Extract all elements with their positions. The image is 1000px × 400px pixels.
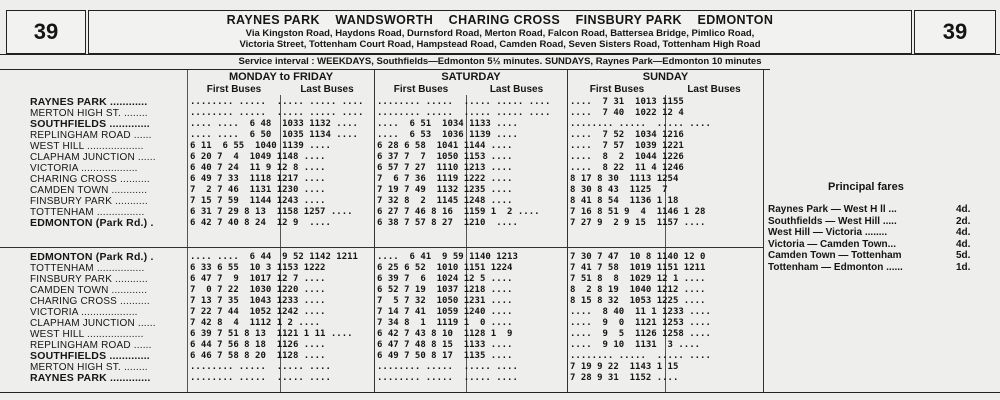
fare-price: 5d. — [956, 250, 971, 261]
fare-route: Southfields — West Hill ..... — [768, 215, 897, 227]
interval-divider — [0, 69, 770, 70]
route-via-line-1: Via Kingston Road, Haydons Road, Durnsford Road, Merton Road, Falcon Road, Battersea Bridge, Pimlico Road, — [245, 28, 755, 39]
time-row: 6 47 7 9 1017 12 7 .... — [190, 274, 326, 284]
stop-name: FINSBURY PARK ........... — [30, 196, 148, 207]
time-row: 7 30 7 47 10 8 1140 12 0 — [570, 252, 706, 262]
stop-name: WEST HILL ................... — [30, 141, 144, 152]
fare-route: West Hill — Victoria ........ — [768, 227, 888, 238]
time-row: ........ ..... ..... .... — [570, 351, 711, 361]
time-row: 7 22 7 44 1052 1242 .... — [190, 307, 326, 317]
time-row: ........ ..... ..... ..... .... — [377, 97, 551, 107]
monfri-last-heading: Last Buses — [300, 84, 354, 95]
time-row: ........ ..... ..... .... — [570, 119, 711, 129]
time-row: ........ ..... ..... ..... .... — [377, 108, 551, 118]
time-row: ........ ..... ..... ..... .... — [190, 108, 364, 118]
time-row: .... 7 40 1022 12 4 — [570, 108, 684, 118]
time-row: .... 7 52 1034 1216 — [570, 130, 684, 140]
stop-name: REPLINGHAM ROAD ...... — [30, 340, 152, 351]
fare-price: 4d. — [956, 238, 971, 250]
stop-name: CHARING CROSS .......... — [30, 296, 150, 307]
fare-route: Victoria — Camden Town... — [768, 238, 896, 250]
stop-name: MERTON HIGH ST. ........ — [30, 108, 148, 119]
time-row: .... 6 41 9 59 1140 1213 — [377, 252, 518, 262]
monfri-heading: MONDAY to FRIDAY — [228, 71, 334, 83]
time-row: ........ ..... ..... .... — [190, 362, 331, 372]
stop-name: TOTTENHAM ................ — [30, 263, 145, 274]
time-row: 8 15 8 32 1053 1225 .... — [570, 296, 706, 306]
time-row: 6 11 6 55 1040 1139 .... — [190, 141, 331, 151]
stop-name: CHARING CROSS .......... — [30, 174, 150, 185]
fares-title: Principal fares — [828, 181, 904, 193]
time-row: 6 42 7 43 8 10 1128 1 9 — [377, 329, 513, 339]
time-row: 8 2 8 19 1040 1212 .... — [570, 285, 706, 295]
time-row: 8 17 8 30 1113 1254 — [570, 174, 679, 184]
fare-price: 4d. — [956, 227, 971, 238]
route-number-text: 39 — [942, 19, 968, 44]
time-row: 6 38 7 57 8 27 1210 .... — [377, 218, 518, 228]
time-row: 7 2 7 46 1131 1230 .... — [190, 185, 326, 195]
time-row: .... .... 6 48 1033 1132 .... — [190, 119, 358, 129]
time-row: .... 9 0 1121 1253 .... — [570, 318, 711, 328]
time-row: 6 37 7 7 1050 1153 .... — [377, 152, 513, 162]
time-row: 6 33 6 55 10 3 1153 1222 — [190, 263, 326, 273]
time-row: 7 6 7 36 1119 1222 .... — [377, 174, 513, 184]
time-row: 7 41 7 58 1019 1151 1211 — [570, 263, 706, 273]
time-row: .... 9 5 1126 1258 .... — [570, 329, 711, 339]
time-row: 6 57 7 27 1110 1213 .... — [377, 163, 513, 173]
saturday-first-heading: First Buses — [393, 84, 449, 95]
route-header — [88, 10, 912, 54]
time-row: 7 42 8 4 1112 1 2 .... — [190, 318, 321, 328]
col-divider — [187, 70, 188, 392]
route-number-right — [914, 10, 996, 54]
stop-name: CAMDEN TOWN ............ — [30, 185, 148, 196]
time-row: .... 8 2 1044 1226 — [570, 152, 684, 162]
time-row: .... 6 53 1036 1139 .... — [377, 130, 518, 140]
col-divider — [567, 70, 568, 392]
fare-price: 1d. — [956, 261, 971, 273]
time-row: 6 40 7 24 11 9 12 8 .... — [190, 163, 326, 173]
time-row: 7 51 8 8 1029 12 1 .... — [570, 274, 706, 284]
stop-name: TOTTENHAM ................ — [30, 207, 145, 218]
stop-name: VICTORIA ................... — [30, 163, 138, 174]
stop-name: REPLINGHAM ROAD ...... — [30, 130, 152, 141]
fare-route: Tottenham — Edmonton ...... — [768, 261, 903, 273]
time-row: 7 19 9 22 1143 1 15 — [570, 362, 679, 372]
time-row: .... 8 40 11 1 1233 .... — [570, 307, 711, 317]
time-row: 6 39 7 6 1024 12 5 .... — [377, 274, 513, 284]
route-terminals: RAYNES PARK WANDSWORTH CHARING CROSS FINSBURY PARK EDMONTON — [226, 13, 774, 27]
header-divider — [0, 54, 1000, 55]
fare-route: Camden Town — Tottenham — [768, 250, 902, 261]
stop-name: SOUTHFIELDS ............. — [30, 118, 150, 130]
time-row: 7 19 7 49 1132 1235 .... — [377, 185, 513, 195]
southbound-monfri-times — [190, 252, 373, 384]
time-row: .... 7 57 1039 1221 — [570, 141, 684, 151]
service-interval: Service interval : WEEKDAYS, Southfields—Edmonton 5½ minutes. SUNDAYS, Raynes Park—Edmonton 10 minutes — [238, 56, 762, 67]
stop-name: SOUTHFIELDS ............. — [30, 350, 150, 362]
time-row: .... .... 6 50 1035 1134 .... — [190, 130, 358, 140]
route-via-line-2: Victoria Street, Tottenham Court Road, Hampstead Road, Camden Road, Seven Sisters Road, Tottenham High Road — [239, 39, 761, 50]
time-row: 6 31 7 29 8 13 1158 1257 .... — [190, 207, 353, 217]
time-row: 7 14 7 41 1059 1240 .... — [377, 307, 513, 317]
time-row: 6 39 7 51 8 13 1121 1 11 .... — [190, 329, 353, 339]
time-row: .... .... 6 44 9 52 1142 1211 — [190, 252, 358, 262]
time-row: 6 27 7 46 8 16 1159 1 2 .... — [377, 207, 540, 217]
stop-name: EDMONTON (Park Rd.) . — [30, 251, 154, 263]
time-row: .... 7 31 1013 1155 — [570, 97, 684, 107]
time-row: ........ ..... ..... .... — [377, 373, 518, 383]
time-row: 7 15 7 59 1144 1243 .... — [190, 196, 326, 206]
time-row: .... 8 22 11 4 1246 — [570, 163, 684, 173]
time-row: 6 25 6 52 1010 1151 1224 — [377, 263, 513, 273]
time-row: 7 34 8 1 1119 1 0 .... — [377, 318, 513, 328]
fare-price: 2d. — [956, 215, 971, 227]
time-row: 7 27 9 2 9 15 1157 .... — [570, 218, 706, 228]
sunday-last-heading: Last Buses — [687, 84, 741, 95]
time-row: 6 44 7 56 8 18 1126 .... — [190, 340, 326, 350]
stop-name: CAMDEN TOWN ............ — [30, 285, 148, 296]
time-row: ........ ..... ..... .... — [190, 373, 331, 383]
stop-name: FINSBURY PARK ........... — [30, 274, 148, 285]
northbound-saturday-times — [377, 97, 565, 229]
stop-name: EDMONTON (Park Rd.) . — [30, 217, 154, 229]
time-row: 6 42 7 40 8 24 12 9 .... — [190, 218, 331, 228]
southbound-sunday-times — [570, 252, 760, 384]
stop-name: VICTORIA ................... — [30, 307, 138, 318]
direction-divider — [0, 247, 763, 248]
time-row: 7 16 8 51 9 4 1146 1 28 — [570, 207, 706, 217]
stop-name: CLAPHAM JUNCTION ...... — [30, 152, 156, 163]
col-divider — [763, 70, 764, 392]
stop-name: WEST HILL ................... — [30, 329, 144, 340]
time-row: 6 28 6 58 1041 1144 .... — [377, 141, 513, 151]
time-row: 6 20 7 4 1049 1148 .... — [190, 152, 326, 162]
time-row: 8 41 8 54 1136 1 18 — [570, 196, 679, 206]
route-number-left — [6, 10, 86, 54]
stop-name: RAYNES PARK ............ — [30, 96, 148, 108]
time-row: 6 46 7 58 8 20 1128 .... — [190, 351, 326, 361]
route-number-text: 39 — [33, 19, 59, 44]
time-row: 7 0 7 22 1030 1220 .... — [190, 285, 326, 295]
time-row: 6 49 7 50 8 17 1135 .... — [377, 351, 513, 361]
stop-name: CLAPHAM JUNCTION ...... — [30, 318, 156, 329]
fare-route: Raynes Park — West H ll ... — [768, 204, 897, 215]
saturday-last-heading: Last Buses — [489, 84, 544, 95]
time-row: 6 49 7 33 1118 1217 .... — [190, 174, 326, 184]
northbound-monfri-times — [190, 97, 373, 229]
time-row: 7 28 9 31 1152 .... — [570, 373, 679, 383]
bottom-rule — [0, 392, 1000, 393]
monfri-first-heading: First Buses — [206, 84, 262, 95]
time-row: 8 30 8 43 1125 7 — [570, 185, 668, 195]
time-row: .... 6 51 1034 1133 .... — [377, 119, 518, 129]
sunday-first-heading: First Buses — [589, 84, 645, 95]
fare-price: 4d. — [956, 204, 971, 215]
col-divider — [374, 70, 375, 392]
time-row: 7 13 7 35 1043 1233 .... — [190, 296, 326, 306]
time-row: ........ ..... ..... ..... .... — [190, 97, 364, 107]
northbound-sunday-times — [570, 97, 760, 229]
time-row: 7 32 8 2 1145 1248 .... — [377, 196, 513, 206]
time-row: 6 47 7 48 8 15 1133 .... — [377, 340, 513, 350]
stop-name: RAYNES PARK ............. — [30, 372, 151, 384]
time-row: 7 5 7 32 1050 1231 .... — [377, 296, 513, 306]
sunday-heading: SUNDAY — [642, 71, 689, 83]
saturday-heading: SATURDAY — [441, 71, 501, 83]
time-row: 6 52 7 19 1037 1218 .... — [377, 285, 513, 295]
time-row: ........ ..... ..... .... — [377, 362, 518, 372]
time-row: .... 9 10 1131 3 .... — [570, 340, 701, 350]
southbound-saturday-times — [377, 252, 565, 384]
stop-name: MERTON HIGH ST. ........ — [30, 362, 148, 373]
